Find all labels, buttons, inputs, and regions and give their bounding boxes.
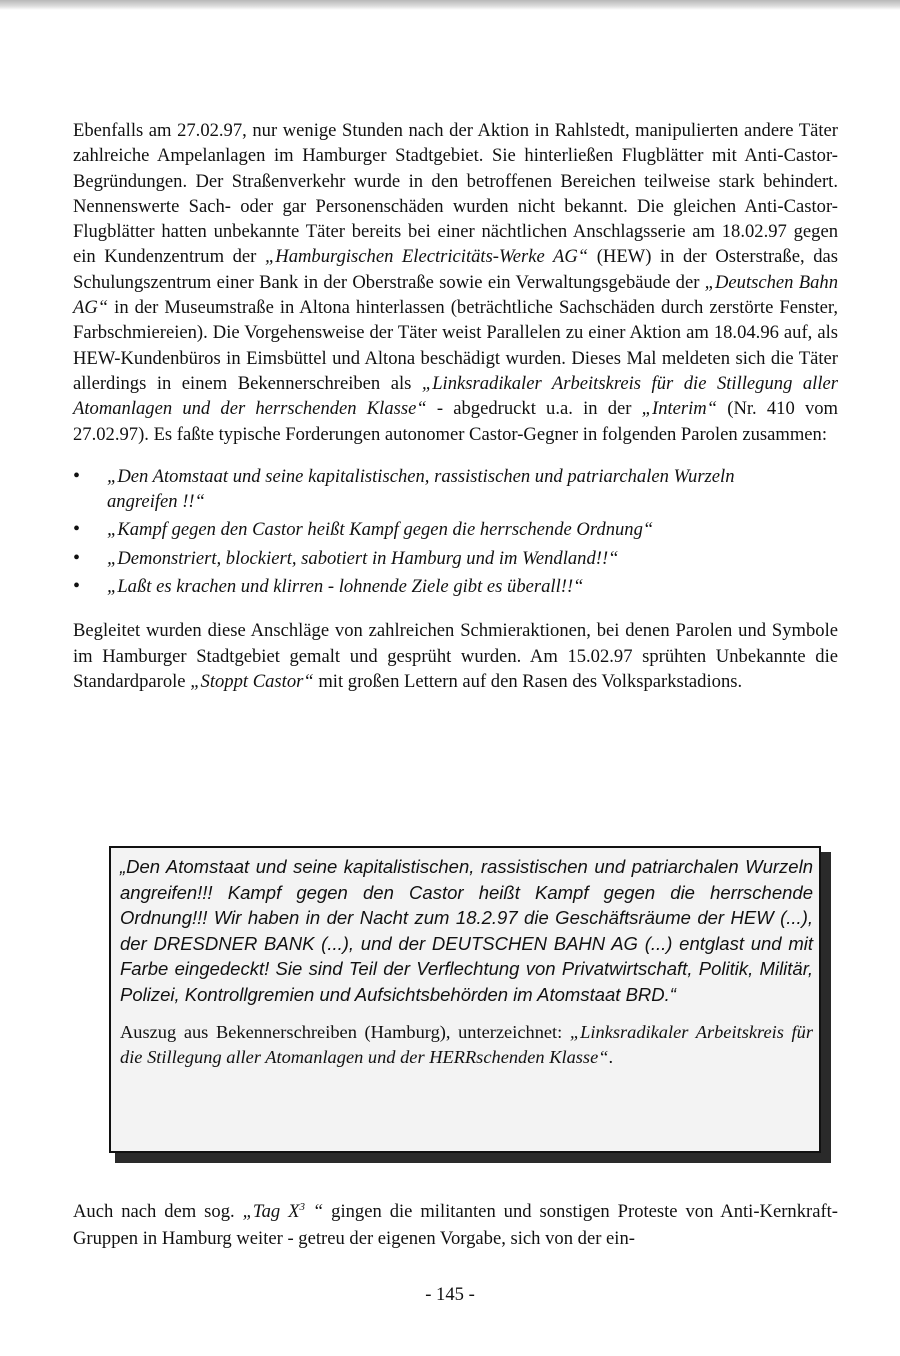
italic-group-name: „Linksradikaler Arbeitskreis für die Stillegung aller Atomanlagen und der herrschenden Klasse“ (73, 372, 838, 420)
text-run: gingen die militanten und sonstigen Proteste von Anti-Kernkraft-Gruppen in Hamburg weiter - getreu der eigenen Vorgabe, sich von der ein- (73, 1201, 838, 1249)
footnote-marker[interactable]: 3 (299, 1201, 305, 1213)
text-run: in der Museumstraße in Altona hinterlassen (beträchtliche Sachschäden durch zerstörte Fenster, Farbschmiereien). Die Vorgehensweise der Täter weist Parallelen zu einer Aktion am 18.04.96 auf, als HEW-Kundenbüros in Eimsbüttel und Altona beschädigt wurden. Dieses Mal meldeten sich die Täter allerdings in einem Bekennerschreiben als (73, 297, 838, 394)
text-run: mit großen Lettern auf den Rasen des Volksparkstadions. (313, 670, 743, 692)
quote-text: „Den Atomstaat und seine kapitalistischen, rassistischen und patriarchalen Wurzeln angreifen!!! Kampf gegen den Castor heißt Kampf gegen die herrschende Ordnung!!! Wir haben in der Nacht zum 18.2.97 die Geschäftsräume der HEW (...), der DRESDNER BANK (...), und der DEUTSCHEN BAHN AG (...) entglast und mit Farbe eingedeckt! Sie sind Teil der Verflechtung von Privatwirtschaft, Politik, Militär, Polizei, Kontrollgremien und Aufsichtsbehörden im Atomstaat BRD.“ (120, 856, 813, 1005)
slogan-item: • „Demonstriert, blockiert, sabotiert in Hamburg und im Wendland!!“ (73, 546, 793, 571)
text-run: „Tag X (242, 1201, 300, 1222)
text-run: Auch nach dem sog. (73, 1201, 243, 1222)
italic-tag-x (243, 1201, 324, 1222)
text-run: - abgedruckt u.a. in der (426, 398, 642, 420)
slogan-item: • „Laßt es krachen und klirren - lohnende Ziele gibt es überall!!“ (73, 574, 793, 599)
italic-bahn-name: „Deutschen Bahn AG“ (73, 271, 838, 319)
quote-box-container (109, 846, 831, 1163)
text-run: (HEW) in der Osterstraße, das Schulungszentrum einer Bank in der Oberstraße sowie ein Verwaltungsgebäude der (73, 246, 838, 293)
quote-box (109, 846, 821, 1153)
italic-parole: „Stoppt Castor“ (190, 670, 314, 692)
slogan-item: • „Den Atomstaat und seine kapitalistischen, rassistischen und patriarchalen Wurzeln angreifen !!“ (73, 464, 793, 515)
text-run: Ebenfalls am 27.02.97, nur wenige Stunden nach der Aktion in Rahlstedt, manipulierten andere Täter zahlreiche Ampelanlagen im Hamburger Stadtgebiet. Sie hinterließen Flugblätter mit Anti-Castor-Begründungen. Der Straßenverkehr wurde in den betroffenen Bereichen teilweise stark behindert. Nennenswerte Sach- oder gar Personenschäden wurden nicht bekannt. Die gleichen Anti-Castor-Flugblätter hatten unbekannte Täter bereits bei einer nächtlichen Anschlagsserie am 18.02.97 gegen ein Kundenzentrum der (73, 120, 838, 268)
paragraph-tag-x (73, 1194, 838, 1252)
page-number: - 145 - (425, 1284, 475, 1305)
text-run: “ (304, 1201, 324, 1222)
text-run: Auszug aus Bekennerschreiben (Hamburg), unterzeichnet: (120, 1021, 570, 1042)
slogan-list (73, 464, 838, 599)
text-run: . (608, 1046, 614, 1067)
italic-interim: „Interim“ (641, 398, 718, 420)
italic-hew-name: „Hamburgischen Electricitäts-Werke AG“ (264, 246, 589, 268)
italic-signatory: „Linksradikaler Arbeitskreis für die Stillegung aller Atomanlagen und der HERRschenden Klasse“ (120, 1021, 814, 1067)
text-run: (Nr. 410 vom 27.02.97). Es faßte typische Forderungen autonomer Castor-Gegner in folgenden Parolen zusammen: (73, 398, 839, 445)
slogan-item: • „Kampf gegen den Castor heißt Kampf gegen die herrschende Ordnung“ (73, 517, 793, 542)
quote-source (120, 1020, 813, 1070)
page-body (73, 118, 838, 694)
paragraph-schmieraktionen (73, 618, 838, 694)
top-border (0, 0, 900, 10)
paragraph-ampelanlagen (73, 118, 838, 447)
text-run: Begleitet wurden diese Anschläge von zahlreichen Schmieraktionen, bei denen Parolen und Symbole im Hamburger Stadtgebiet gemalt und gesprüht wurden. Am 15.02.97 sprühten Unbekannte die Standardparole (73, 620, 838, 692)
